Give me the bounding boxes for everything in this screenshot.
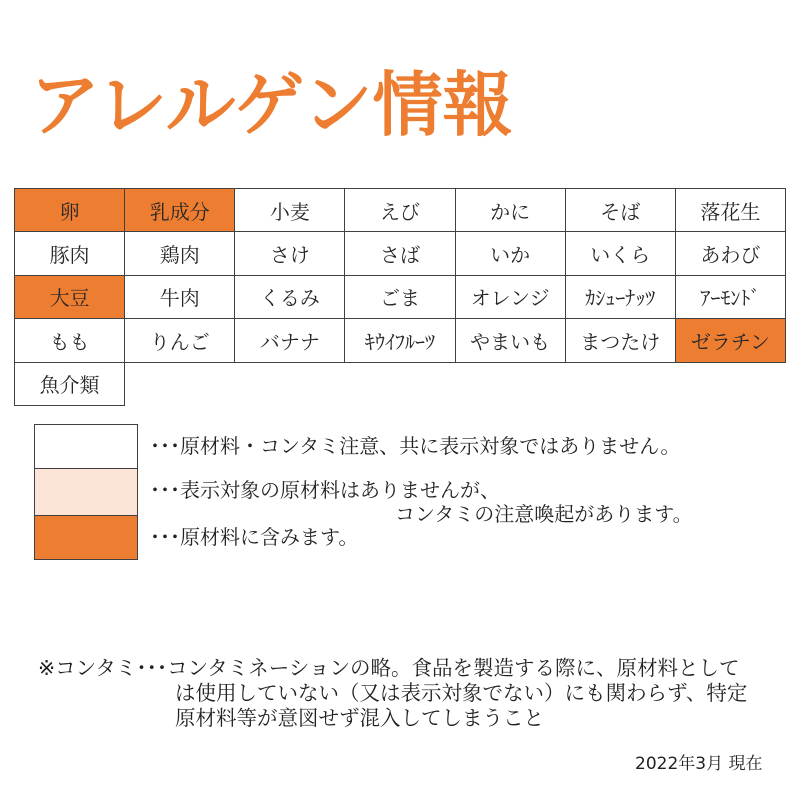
legend-text-contains: ･･･原材料に含みます。 — [150, 525, 359, 549]
allergen-cell: さば — [345, 232, 455, 275]
allergen-cell: 牛肉 — [125, 275, 235, 318]
legend-swatch-contamination — [35, 469, 137, 516]
footnote-line-1: ※コンタミ･･･コンタミネーションの略。食品を製造する際に、原材料として — [38, 656, 740, 680]
allergen-cell: えび — [345, 189, 455, 232]
allergen-cell: さけ — [235, 232, 345, 275]
allergen-cell: ゼラチン — [675, 319, 785, 362]
allergen-cell: かに — [455, 189, 565, 232]
allergen-cell: もも — [15, 319, 125, 362]
allergen-cell: まつたけ — [565, 319, 675, 362]
allergen-cell: 乳成分 — [125, 189, 235, 232]
allergen-row — [15, 275, 786, 318]
allergen-cell: ｱｰﾓﾝﾄﾞ — [675, 275, 785, 318]
allergen-cell: オレンジ — [455, 275, 565, 318]
legend-text-not-applicable: ･･･原材料・コンタミ注意、共に表示対象ではありません。 — [150, 434, 681, 458]
allergen-cell: 落花生 — [675, 189, 785, 232]
allergen-table — [14, 188, 786, 406]
allergen-cell: ｶｼｭｰﾅｯﾂ — [565, 275, 675, 318]
allergen-cell: 魚介類 — [15, 362, 125, 405]
allergen-cell: ｷｳｲﾌﾙｰﾂ — [345, 319, 455, 362]
allergen-cell: くるみ — [235, 275, 345, 318]
allergen-cell: あわび — [675, 232, 785, 275]
allergen-cell: いか — [455, 232, 565, 275]
allergen-cell: 豚肉 — [15, 232, 125, 275]
legend-text-contamination-line2: コンタミの注意喚起があります。 — [395, 502, 693, 526]
allergen-cell: いくら — [565, 232, 675, 275]
allergen-cell: 鶏肉 — [125, 232, 235, 275]
allergen-row — [15, 189, 786, 232]
legend-swatch-contains — [35, 516, 137, 559]
allergen-cell: 大豆 — [15, 275, 125, 318]
allergen-row — [15, 232, 786, 275]
allergen-cell: そば — [565, 189, 675, 232]
page-title: アレルゲン情報 — [30, 64, 513, 146]
allergen-cell: りんご — [125, 319, 235, 362]
as-of-date: 2022年3月 現在 — [635, 754, 763, 774]
footnote-line-2: は使用していない（又は表示対象でない）にも関わらず、特定 — [175, 681, 748, 705]
allergen-table-body — [15, 189, 786, 406]
allergen-cell: 卵 — [15, 189, 125, 232]
legend-swatches — [34, 424, 138, 560]
allergen-cell: バナナ — [235, 319, 345, 362]
allergen-cell: 小麦 — [235, 189, 345, 232]
allergen-cell: ごま — [345, 275, 455, 318]
legend-swatch-not-applicable — [35, 425, 137, 469]
legend-text-contamination-line1: ･･･表示対象の原材料はありませんが、 — [150, 478, 500, 502]
allergen-cell: やまいも — [455, 319, 565, 362]
allergen-row — [15, 319, 786, 362]
allergen-row — [15, 362, 786, 405]
footnote-line-3: 原材料等が意図せず混入してしまうこと — [175, 706, 544, 730]
